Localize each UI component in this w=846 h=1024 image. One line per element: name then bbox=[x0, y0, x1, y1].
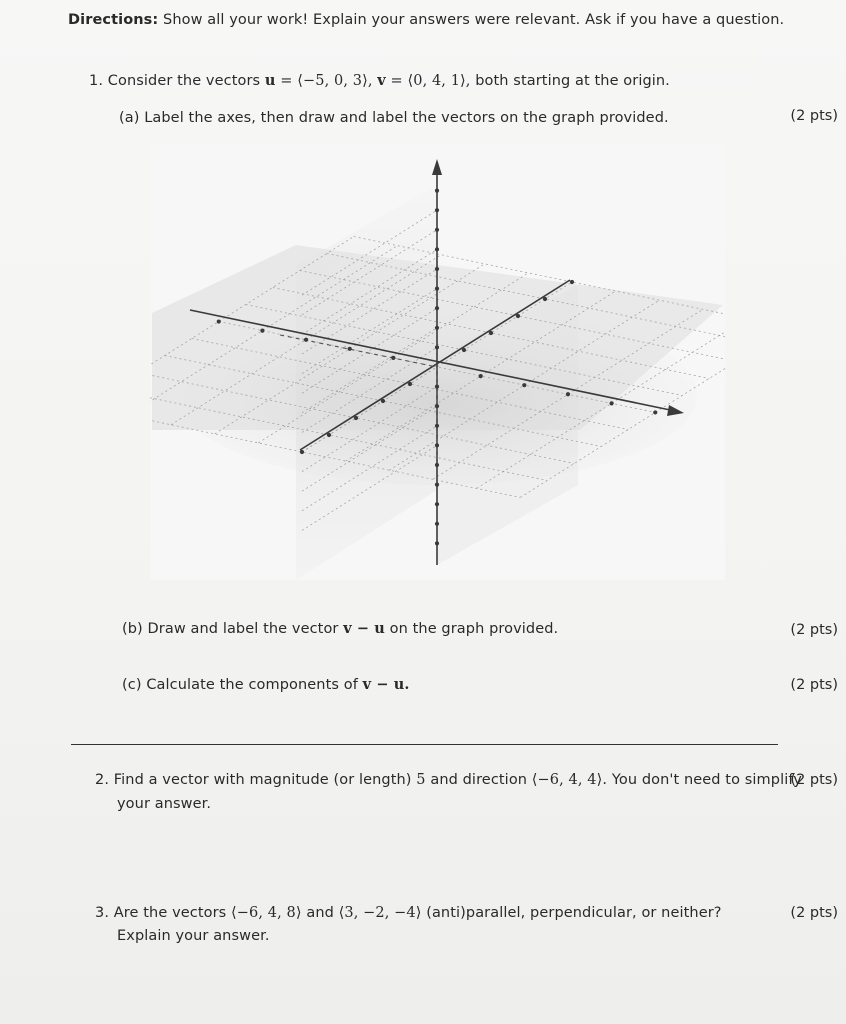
q1a-prompt bbox=[119, 108, 669, 128]
q2-points: (2 pts) bbox=[790, 772, 838, 788]
horizontal-axis-tick bbox=[610, 401, 614, 405]
q1-statement bbox=[89, 71, 670, 91]
q1-intro: Consider the vectors bbox=[107, 73, 261, 89]
vertical-axis-tick bbox=[435, 267, 439, 271]
q1a-text: Label the axes, then draw and label the vectors on the graph provided. bbox=[144, 110, 669, 126]
q1a-label: (a) bbox=[119, 110, 140, 126]
q2-line2: your answer. bbox=[117, 796, 212, 812]
q1b-prompt bbox=[122, 619, 558, 639]
q3-text-before: Are the vectors bbox=[113, 905, 227, 921]
q1-eq-v: = bbox=[390, 73, 403, 89]
horizontal-axis-tick bbox=[260, 329, 264, 333]
vertical-axis-tick bbox=[435, 189, 439, 193]
q1-v-name: v bbox=[377, 72, 386, 89]
depth-axis-tick bbox=[408, 382, 412, 386]
vertical-axis-tick bbox=[435, 385, 439, 389]
q1c-prompt bbox=[122, 675, 410, 695]
depth-axis-tick bbox=[570, 280, 574, 284]
q1b-label: (b) bbox=[122, 621, 143, 637]
vertical-axis-tick bbox=[435, 404, 439, 408]
depth-axis-tick bbox=[327, 433, 331, 437]
q2-text-mid: and direction bbox=[430, 772, 528, 788]
depth-axis-tick bbox=[300, 450, 304, 454]
q1-u-value: ⟨−5, 0, 3⟩, bbox=[297, 73, 373, 89]
q1-v-value: ⟨0, 4, 1⟩, bbox=[407, 73, 471, 89]
horizontal-axis-tick bbox=[479, 374, 483, 378]
depth-axis-tick bbox=[462, 348, 466, 352]
horizontal-axis-tick bbox=[217, 319, 221, 323]
horizontal-axis-tick bbox=[522, 383, 526, 387]
q1b-points: (2 pts) bbox=[790, 622, 838, 638]
q3-points: (2 pts) bbox=[790, 905, 838, 921]
q2-text-before: Find a vector with magnitude (or length) bbox=[113, 772, 412, 788]
q3-and: and bbox=[306, 905, 334, 921]
vertical-axis-tick bbox=[435, 208, 439, 212]
q1-u-name: u bbox=[264, 72, 276, 89]
q1-tail: both starting at the origin. bbox=[475, 73, 670, 89]
q2-direction: ⟨−6, 4, 4⟩. bbox=[531, 772, 608, 788]
q2-magnitude: 5 bbox=[416, 772, 426, 788]
q1b-expr: v − u bbox=[343, 620, 385, 637]
q1c-expr: v − u. bbox=[362, 676, 410, 693]
horizontal-axis-tick bbox=[304, 338, 308, 342]
q3-vec2: ⟨3, −2, −4⟩ bbox=[338, 905, 422, 921]
3d-axes-graph bbox=[150, 145, 725, 580]
horizontal-axis-tick bbox=[566, 392, 570, 396]
vertical-axis-tick bbox=[435, 228, 439, 232]
section-divider bbox=[71, 744, 778, 745]
q3-statement bbox=[95, 903, 722, 923]
q3-number: 3. bbox=[95, 905, 110, 921]
q1b-text-after: on the graph provided. bbox=[389, 621, 559, 637]
vertical-axis-tick bbox=[435, 522, 439, 526]
vertical-axis-tick bbox=[435, 463, 439, 467]
horizontal-axis-tick bbox=[653, 410, 657, 414]
vertical-axis-tick bbox=[435, 483, 439, 487]
directions-line bbox=[68, 10, 784, 30]
q2-number: 2. bbox=[95, 772, 110, 788]
vertical-axis-tick bbox=[435, 443, 439, 447]
vertical-axis-tick bbox=[435, 247, 439, 251]
q2-text-after: You don't need to simplify bbox=[611, 772, 802, 788]
horizontal-axis-tick bbox=[391, 356, 395, 360]
q3-text-after: (anti)parallel, perpendicular, or neither? bbox=[426, 905, 722, 921]
vertical-axis-tick bbox=[435, 287, 439, 291]
q2-statement bbox=[95, 770, 802, 790]
q1-number: 1. bbox=[89, 73, 104, 89]
q1a-points: (2 pts) bbox=[790, 108, 838, 124]
vertical-axis-tick bbox=[435, 541, 439, 545]
q3-vec1: ⟨−6, 4, 8⟩ bbox=[231, 905, 302, 921]
horizontal-axis-tick bbox=[348, 347, 352, 351]
vertical-axis-tick bbox=[435, 424, 439, 428]
q1c-points: (2 pts) bbox=[790, 677, 838, 693]
vertical-axis-tick bbox=[435, 306, 439, 310]
depth-axis-tick bbox=[543, 297, 547, 301]
depth-axis-tick bbox=[381, 399, 385, 403]
vertical-axis-tick bbox=[435, 502, 439, 506]
q1-eq-u: = bbox=[280, 73, 293, 89]
q1c-label: (c) bbox=[122, 677, 142, 693]
depth-axis-tick bbox=[354, 416, 358, 420]
directions-label: Directions: bbox=[68, 12, 159, 28]
q1c-text-before: Calculate the components of bbox=[146, 677, 358, 693]
depth-axis-tick bbox=[489, 331, 493, 335]
q1b-text-before: Draw and label the vector bbox=[147, 621, 339, 637]
vertical-axis-tick bbox=[435, 345, 439, 349]
q3-line2: Explain your answer. bbox=[117, 928, 270, 944]
vertical-axis-tick bbox=[435, 326, 439, 330]
depth-axis-tick bbox=[516, 314, 520, 318]
directions-text: Show all your work! Explain your answers were relevant. Ask if you have a question. bbox=[163, 12, 785, 28]
